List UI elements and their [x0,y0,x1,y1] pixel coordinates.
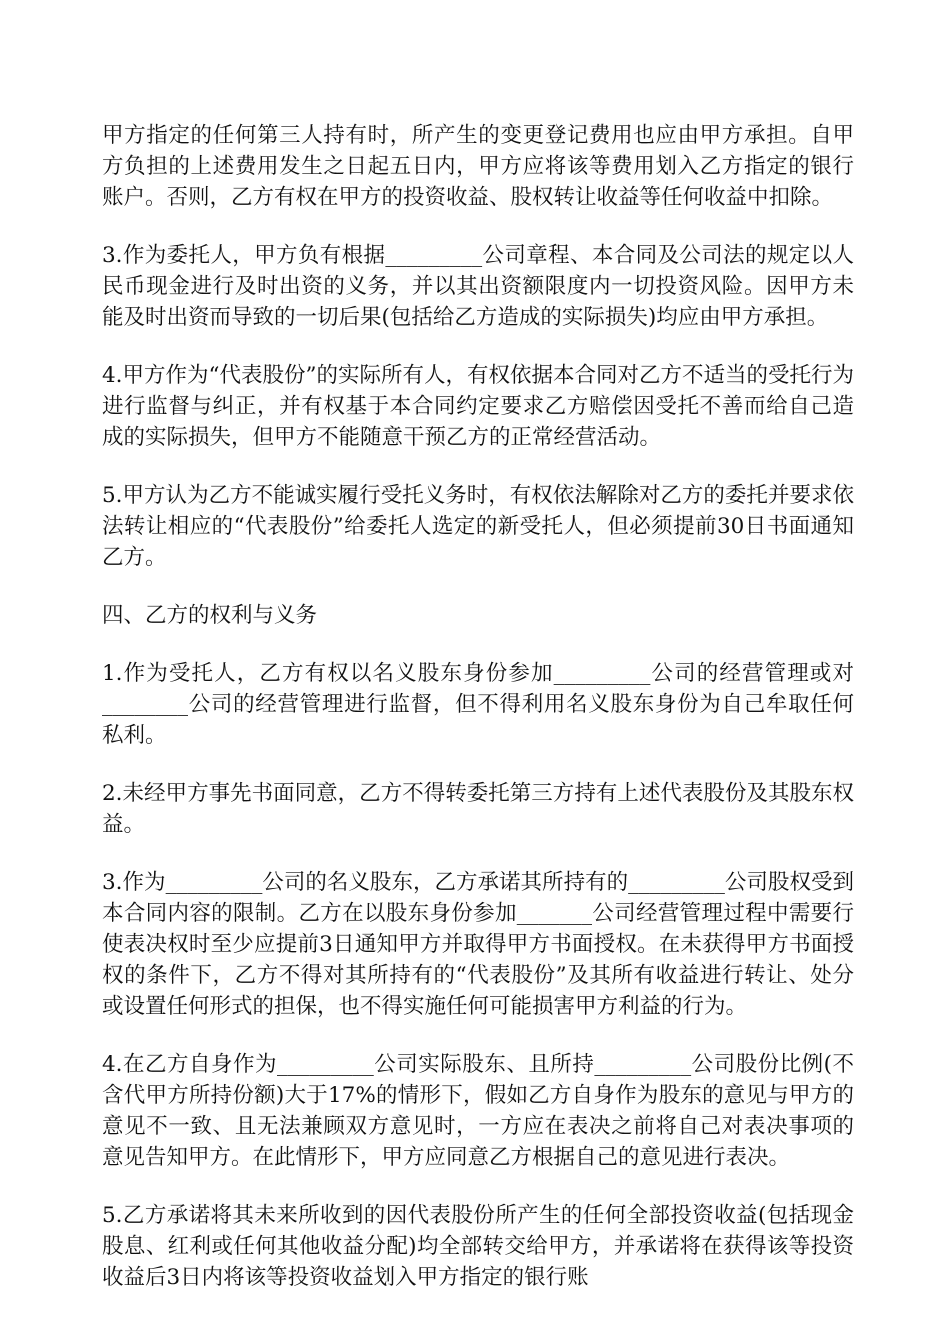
paragraph-b-clause-4-voting: 4.在乙方自身作为_________公司实际股东、且所持_________公司股份比例(不含代甲方所持份额)大于17%的情形下，假如乙方自身作为股东的意见与甲方的意见不一致、且无法兼顾双方意见时，一方应在表决之前将自己对表决事项的意见告知甲方。在此情形下，甲方应同意乙方根据自己的意见进行表决。 [102,1052,854,1170]
paragraph-clause-3-capital-contribution: 3.作为委托人，甲方负有根据_________公司章程、本合同及公司法的规定以人民币现金进行及时出资的义务，并以其出资额限度内一切投资风险。因甲方未能及时出资而导致的一切后果(包括给乙方造成的实际损失)均应由甲方承担。 [102,243,854,330]
paragraph-clause-5-termination: 5.甲方认为乙方不能诚实履行受托义务时，有权依法解除对乙方的委托并要求依法转让相应的“代表股份”给委托人选定的新受托人，但必须提前30日书面通知乙方。 [102,483,854,570]
section-heading-party-b-rights: 四、乙方的权利与义务 [102,603,318,628]
paragraph-b-clause-5-income-transfer: 5.乙方承诺将其未来所收到的因代表股份所产生的任何全部投资收益(包括现金股息、红利或任何其他收益分配)均全部转交给甲方，并承诺将在获得该等投资收益后3日内将该等投资收益划入甲方指定的银行账 [102,1203,854,1290]
paragraph-fee-responsibility: 甲方指定的任何第三人持有时，所产生的变更登记费用也应由甲方承担。自甲方负担的上述费用发生之日起五日内，甲方应将该等费用划入乙方指定的银行账户。否则，乙方有权在甲方的投资收益、股权转让收益等任何收益中扣除。 [102,123,854,210]
paragraph-b-clause-2-no-sub-delegation: 2.未经甲方事先书面同意，乙方不得转委托第三方持有上述代表股份及其股东权益。 [102,781,854,837]
paragraph-b-clause-1-trustee-rights: 1.作为受托人，乙方有权以名义股东身份参加_________公司的经营管理或对________公司的经营管理进行监督，但不得利用名义股东身份为自己牟取任何私利。 [102,661,854,748]
document-page [102,120,854,1320]
paragraph-b-clause-3-nominal-shareholder: 3.作为_________公司的名义股东，乙方承诺其所持有的_________公司股权受到本合同内容的限制。乙方在以股东身份参加_______公司经营管理过程中需要行使表决权时至少应提前3日通知甲方并取得甲方书面授权。在未获得甲方书面授权的条件下，乙方不得对其所持有的“代表股份”及其所有收益进行转让、处分或设置任何形式的担保，也不得实施任何可能损害甲方利益的行为。 [102,870,854,1019]
paragraph-clause-4-supervision: 4.甲方作为“代表股份”的实际所有人，有权依据本合同对乙方不适当的受托行为进行监督与纠正，并有权基于本合同约定要求乙方赔偿因受托不善而给自己造成的实际损失，但甲方不能随意干预乙方的正常经营活动。 [102,363,854,450]
